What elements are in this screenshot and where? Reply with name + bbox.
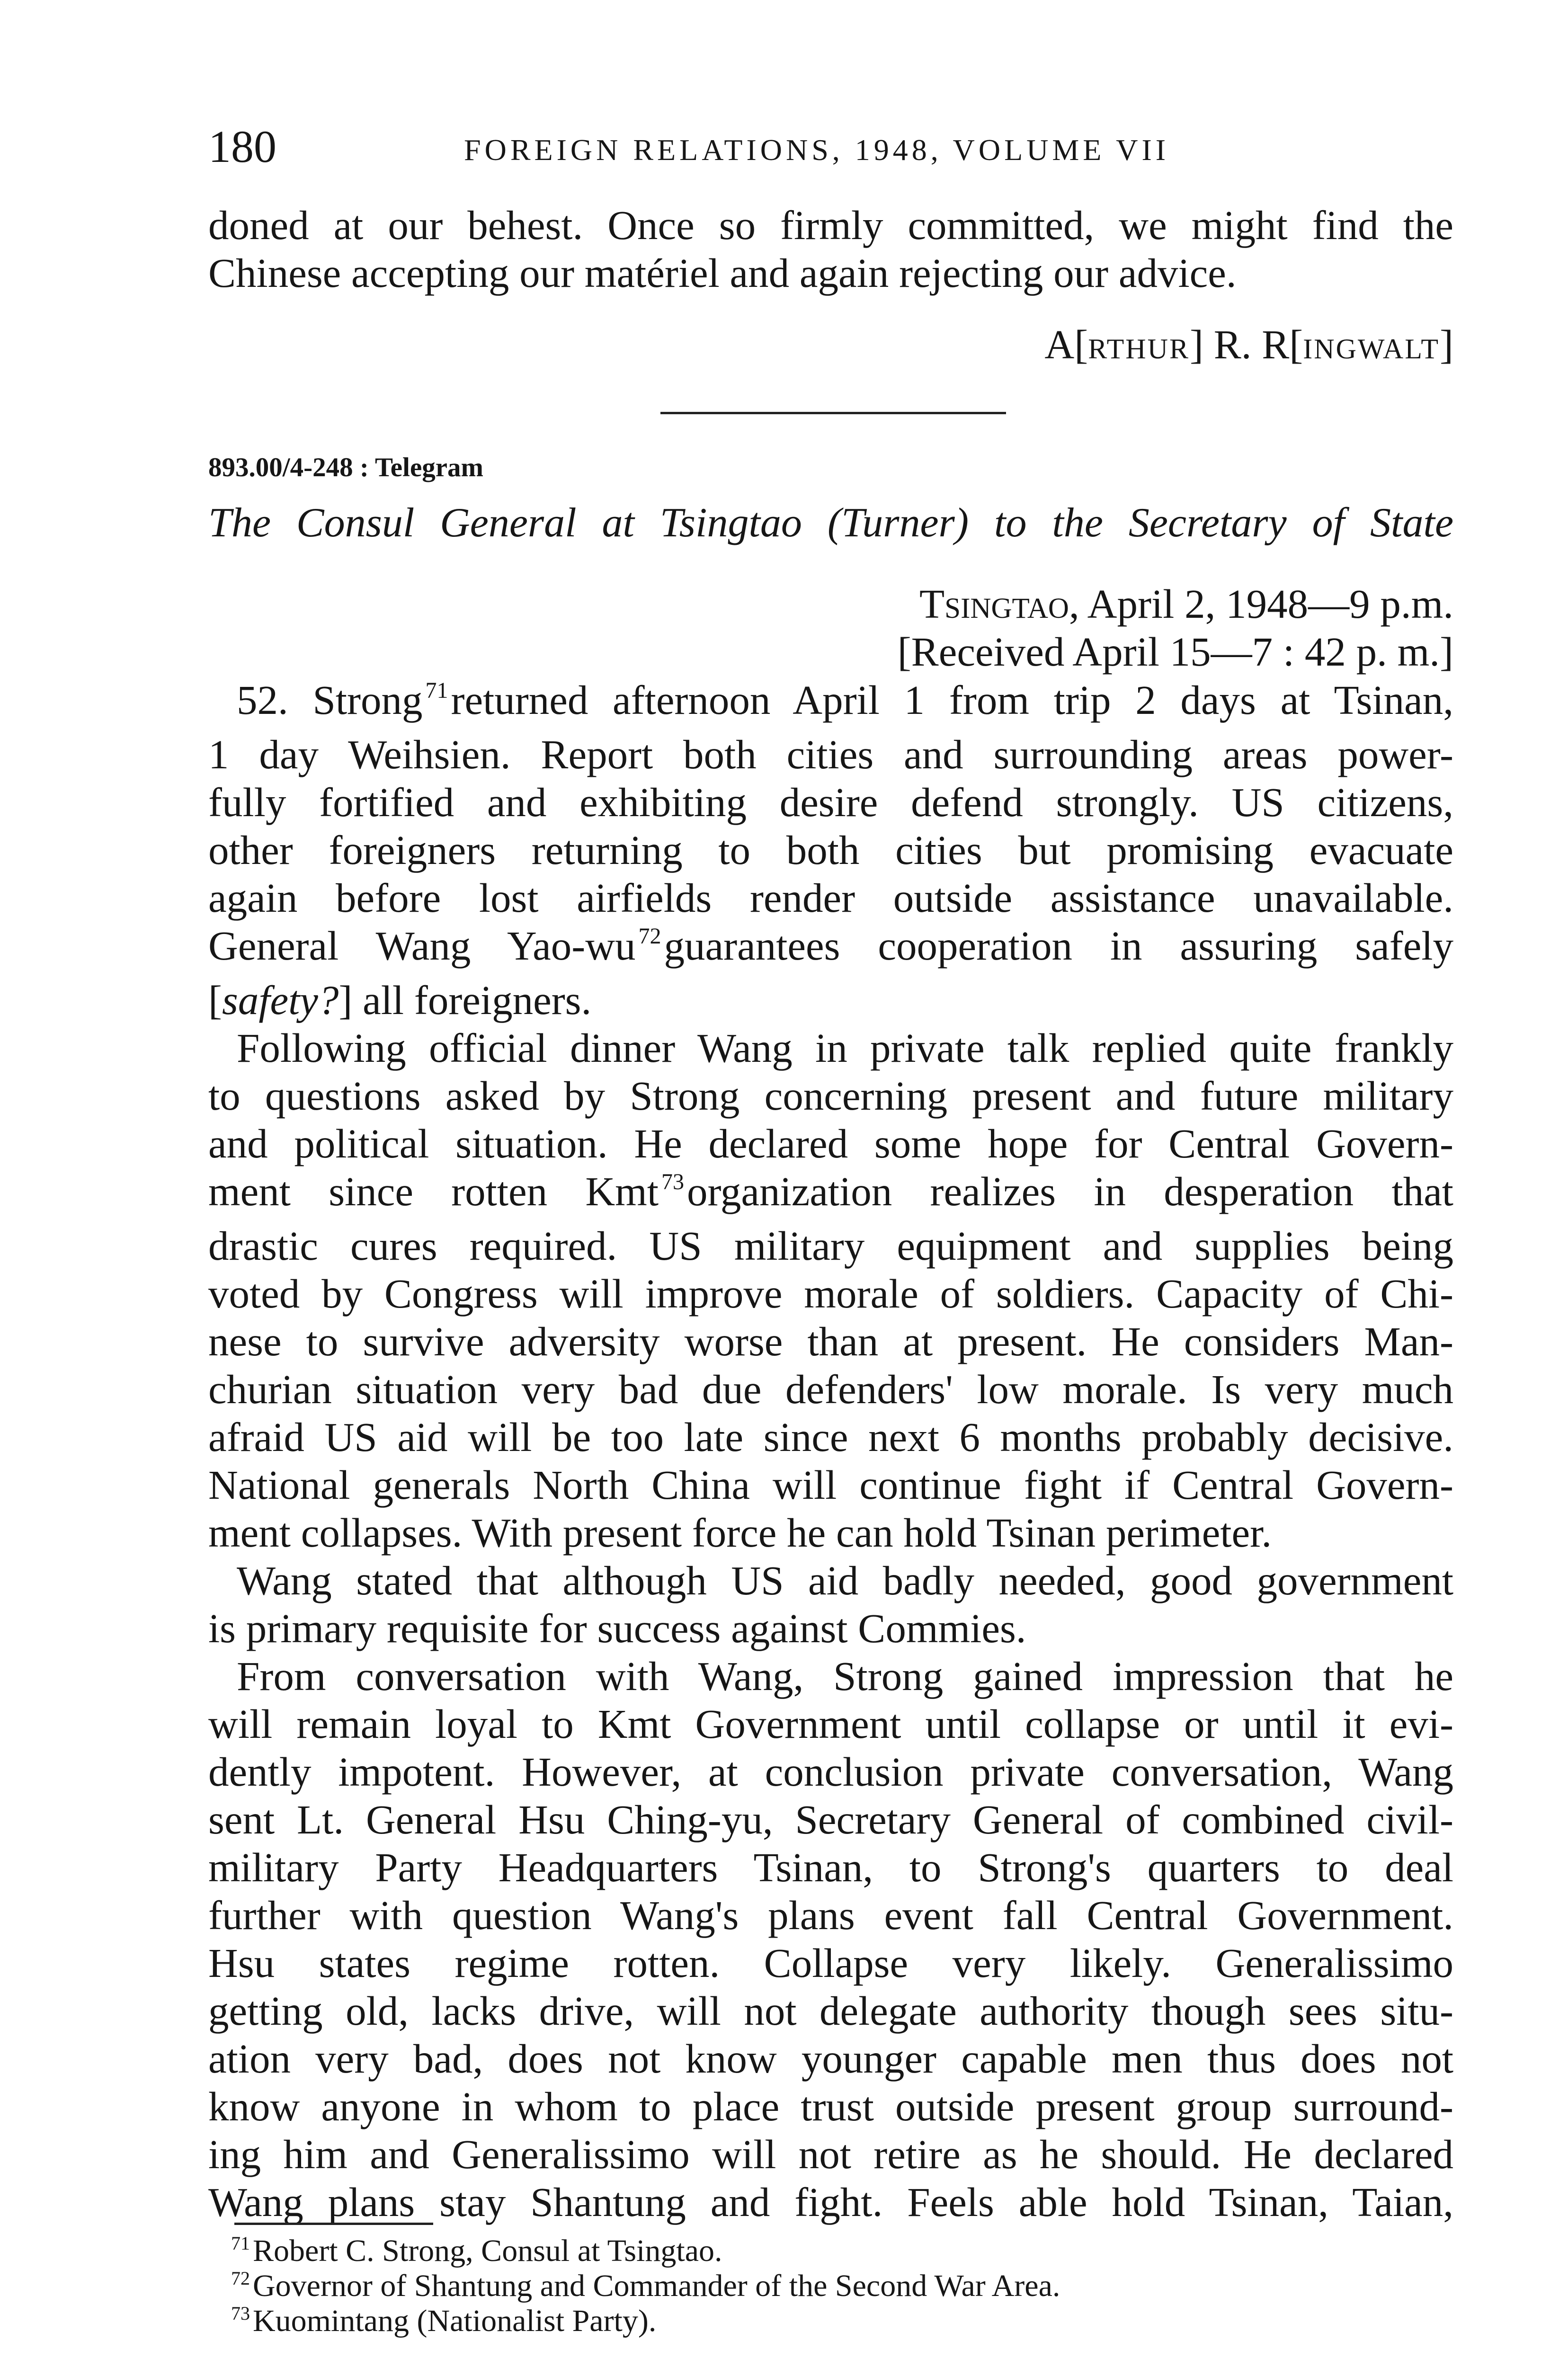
footnotes xyxy=(208,2235,1439,2340)
text-line: military Party Headquarters Tsinan, to Strong's quarters to deal xyxy=(208,1844,1453,1890)
footnote-marker: 72 xyxy=(638,924,661,949)
text-line: further with question Wang's plans event fall Central Government. xyxy=(208,1892,1453,1938)
text-line: other foreigners returning to both cities but promising evacuate xyxy=(208,827,1453,873)
text-line: fully fortified and exhibiting desire defend strongly. US citizens, xyxy=(208,779,1453,825)
text-line: ing him and Generalissimo will not retire as he should. He declared xyxy=(208,2131,1453,2177)
text-line: churian situation very bad due defenders' low morale. Is very much xyxy=(208,1366,1453,1412)
text-line: and political situation. He declared some hope for Central Govern- xyxy=(208,1121,1453,1166)
footnote-marker: 71 xyxy=(425,678,448,703)
signature: A[RTHUR] R. R[INGWALT] xyxy=(1044,321,1453,367)
footnote-rule xyxy=(234,2223,433,2225)
text-line: afraid US aid will be too late since next 6 months probably decisive. xyxy=(208,1414,1453,1460)
text-line: drastic cures required. US military equipment and supplies being xyxy=(208,1223,1453,1269)
text-line: sent Lt. General Hsu Ching-yu, Secretary General of combined civil- xyxy=(208,1797,1453,1842)
text-line: Wang plans stay Shantung and fight. Feels able hold Tsinan, Taian, xyxy=(208,2179,1453,2225)
text-line: Following official dinner Wang in private talk replied quite frankly xyxy=(237,1025,1453,1071)
text-line: again before lost airfields render outside assistance unavailable. xyxy=(208,875,1453,921)
dateline-sent: Tsingtao, April 2, 1948—9 p.m. xyxy=(919,581,1453,627)
previous-document-closing xyxy=(208,201,1453,373)
text-line: 1 day Weihsien. Report both cities and surrounding areas power- xyxy=(208,731,1453,777)
text-line: nese to survive adversity worse than at present. He considers Man- xyxy=(208,1318,1453,1364)
telegram-body xyxy=(208,676,1453,2226)
text-line: doned at our behest. Once so firmly committed, we might find the xyxy=(208,202,1453,248)
running-head: FOREIGN RELATIONS, 1948, VOLUME VII xyxy=(464,133,1170,167)
dateline-received: [Received April 15—7 : 42 p. m.] xyxy=(897,629,1453,675)
text-line: National generals North China will continue fight if Central Govern- xyxy=(208,1462,1453,1508)
text-line: to questions asked by Strong concerning present and future military xyxy=(208,1073,1453,1119)
text-line: dently impotent. However, at conclusion private conversation, Wang xyxy=(208,1749,1453,1795)
text-line: ment collapses. With present force he can hold Tsinan perimeter. xyxy=(208,1510,1272,1556)
dateline xyxy=(208,580,1453,676)
text-line: Hsu states regime rotten. Collapse very likely. Generalissimo xyxy=(208,1940,1453,1986)
section-divider xyxy=(660,412,1006,414)
footnote-marker: 73 xyxy=(661,1169,685,1194)
text-line: Wang stated that although US aid badly needed, good government xyxy=(237,1557,1453,1603)
text-line: voted by Congress will improve morale of soldiers. Capacity of Chi- xyxy=(208,1271,1453,1317)
text-line: 52. Strong $^{71}$returned afternoon April 1 from trip 2 days at Tsinan, xyxy=(237,677,1454,723)
page-number: 180 xyxy=(208,121,276,172)
footnote: $^{73}$Kuomintang (Nationalist Party). xyxy=(231,2303,657,2338)
page-header xyxy=(208,121,1453,173)
footnote: $^{71}$Robert C. Strong, Consul at Tsingtao. xyxy=(231,2233,722,2268)
footnote: $^{72}$Governor of Shantung and Commander of the Second War Area. xyxy=(231,2268,1060,2303)
text-line: know anyone in whom to place trust outside present group surround- xyxy=(208,2083,1453,2129)
text-line: is primary requisite for success against Commies. xyxy=(208,1605,1026,1651)
text-line: [safety?] all foreigners. xyxy=(208,977,592,1023)
text-line: ment since rotten Kmt $^{73}$organization realizes in desperation that xyxy=(208,1168,1453,1214)
text-line: will remain loyal to Kmt Government until collapse or until it evi- xyxy=(208,1701,1453,1747)
text-line: ation very bad, does not know younger capable men thus does not xyxy=(208,2036,1453,2082)
text-line: General Wang Yao-wu $^{72}$guarantees cooperation in assuring safely xyxy=(208,923,1453,969)
text-line: From conversation with Wang, Strong gained impression that he xyxy=(237,1653,1453,1699)
text-line: getting old, lacks drive, will not delegate authority though sees situ- xyxy=(208,1988,1453,2034)
file-number: 893.00/4-248 : Telegram xyxy=(208,453,484,482)
document-title: The Consul General at Tsingtao (Turner) to the Secretary of State xyxy=(208,500,1453,546)
text-line: Chinese accepting our matériel and again rejecting our advice. xyxy=(208,250,1237,296)
